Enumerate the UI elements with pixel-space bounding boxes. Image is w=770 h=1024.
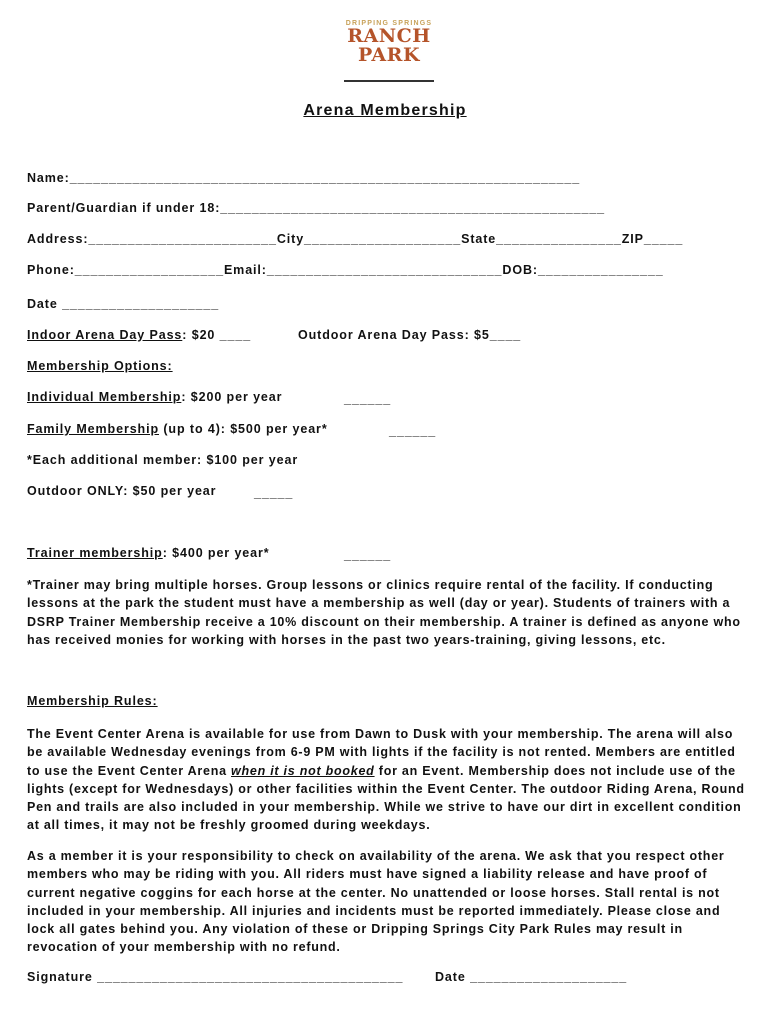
individual-membership-blank[interactable]: ______	[344, 392, 392, 406]
rules-paragraph-1	[27, 725, 752, 835]
additional-member-note: *Each additional member: $100 per year	[27, 453, 299, 467]
trainer-membership-label: Trainer membership	[27, 546, 163, 560]
trainer-note: *Trainer may bring multiple horses. Group lessons or clinics require rental of the facility. If conducting lessons at the park the student must have a membership as well (day or year). Students of trainers with a DSRP Trainer Membership receive a 10% discount on their membership. A trainer is defined as anyone who has received monies for working with horses in the past two years-training, giving lessons, etc.	[27, 578, 741, 647]
phone-email-dob-field[interactable]: Phone:___________________Email:______________________________DOB:________________	[27, 263, 664, 277]
membership-options-heading: Membership Options:	[27, 359, 173, 373]
rules-p1-start: The Event Center Arena is available for use from Dawn to Dusk with your membership. The arena will also be available Wednesday evenings from 6-9 PM with lights if the facility is not rented. Members are entitled to use the Event Center Arena	[27, 727, 736, 778]
family-membership-price: (up to 4): $500 per year*	[159, 422, 328, 436]
trainer-membership-price: : $400 per year*	[162, 546, 270, 560]
address-field[interactable]: Address:________________________City____________________State________________ZIP_____	[27, 232, 684, 246]
date-field[interactable]: Date ____________________	[27, 297, 220, 311]
family-membership-label: Family Membership	[27, 422, 159, 436]
rules-p1-emphasis: when it is not booked	[231, 763, 375, 778]
name-field[interactable]: Name:_________________________________________________________________	[27, 171, 581, 185]
outdoor-day-pass[interactable]: Outdoor Arena Day Pass: $5____	[298, 328, 522, 342]
indoor-day-pass-price[interactable]: : $20 ____	[182, 328, 252, 342]
individual-membership-price: : $200 per year	[181, 390, 283, 404]
rules-paragraph-2: As a member it is your responsibility to check on availability of the arena. We ask that you respect other members who may be riding with you. All riders must have signed a liability release and have proof of current negative coggins for each horse at the center. No unattended or loose horses. Stall rental is not included in your membership. All injuries and incidents must be reported immediately. Please close and lock all gates behind you. Any violation of these or Dripping Springs City Park Rules may result in revocation of your membership with no refund.	[27, 849, 725, 955]
indoor-day-pass	[27, 328, 251, 342]
logo-line1: RANCH	[347, 25, 431, 47]
page-title: Arena Membership	[303, 102, 467, 119]
trainer-membership	[27, 546, 270, 560]
outdoor-only: Outdoor ONLY: $50 per year	[27, 484, 217, 498]
family-membership-blank[interactable]: ______	[389, 424, 437, 438]
logo-top-text: DRIPPING SPRINGS	[345, 20, 433, 27]
signature-date-field[interactable]: Date ____________________	[435, 970, 628, 984]
parent-guardian-field[interactable]: Parent/Guardian if under 18:_________________________________________________	[27, 201, 606, 215]
membership-rules-heading: Membership Rules:	[27, 694, 158, 708]
signature-field[interactable]: Signature _______________________________________	[27, 970, 404, 984]
indoor-day-pass-label: Indoor Arena Day Pass	[27, 328, 183, 342]
logo-line2: PARK	[358, 44, 420, 66]
individual-membership-label: Individual Membership	[27, 390, 182, 404]
outdoor-only-blank[interactable]: _____	[254, 486, 294, 500]
family-membership	[27, 422, 328, 436]
individual-membership	[27, 390, 282, 404]
logo-underline	[344, 80, 434, 82]
trainer-membership-blank[interactable]: ______	[344, 548, 392, 562]
rules-p1-end: for an Event. Membership does not include use of the lights (except for Wednesdays) or other facilities within the Event Center. The outdoor Riding Arena, Round Pen and trails are also included in your membership. While we strive to have our dirt in excellent condition at all times, it may not be freshly groomed during weekdays.	[27, 763, 745, 833]
ranch-park-logo	[340, 20, 438, 82]
